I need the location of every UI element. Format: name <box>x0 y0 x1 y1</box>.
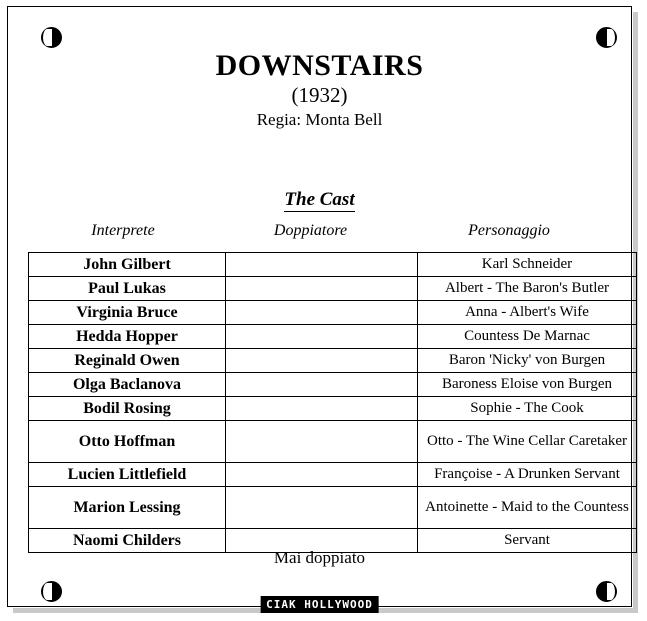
table-row <box>29 397 637 421</box>
cell-doppiatore <box>226 253 418 277</box>
cast-table <box>28 252 637 553</box>
cast-table-body <box>29 253 637 553</box>
cell-doppiatore <box>226 373 418 397</box>
cell-doppiatore <box>226 463 418 487</box>
cell-interprete: Virginia Bruce <box>29 301 226 325</box>
dubbing-note: Mai doppiato <box>273 548 366 567</box>
cell-interprete: Bodil Rosing <box>29 397 226 421</box>
cell-personaggio: Françoise - A Drunken Servant <box>418 463 637 487</box>
column-header-personaggio: Personaggio <box>468 222 550 239</box>
cell-doppiatore <box>226 301 418 325</box>
binder-rivet-bottom-left-icon <box>41 581 62 602</box>
table-row <box>29 373 637 397</box>
table-row <box>29 421 637 463</box>
ciak-hollywood-logo: CIAK HOLLYWOOD <box>260 596 379 613</box>
cell-personaggio: Baroness Eloise von Burgen <box>418 373 637 397</box>
cell-personaggio: Albert - The Baron's Butler <box>418 277 637 301</box>
table-row <box>29 487 637 529</box>
binder-rivet-bottom-right-icon <box>596 581 617 602</box>
column-header-interprete: Interprete <box>91 222 155 239</box>
cell-personaggio: Anna - Albert's Wife <box>418 301 637 325</box>
film-director: Regia: Monta Bell <box>256 110 383 129</box>
cast-section-heading <box>8 189 631 211</box>
cell-personaggio: Sophie - The Cook <box>418 397 637 421</box>
cell-interprete: Marion Lessing <box>29 487 226 529</box>
table-row <box>29 463 637 487</box>
table-row <box>29 253 637 277</box>
page-title: DOWNSTAIRS <box>215 49 424 82</box>
cell-interprete: Lucien Littlefield <box>29 463 226 487</box>
binder-rivet-top-right-icon <box>596 27 617 48</box>
cell-personaggio: Otto - The Wine Cellar Caretaker <box>418 421 637 463</box>
cell-personaggio: Countess De Marnac <box>418 325 637 349</box>
cell-interprete: Otto Hoffman <box>29 421 226 463</box>
column-header-doppiatore: Doppiatore <box>273 222 348 239</box>
cell-interprete: Hedda Hopper <box>29 325 226 349</box>
cell-doppiatore <box>226 421 418 463</box>
table-row <box>29 277 637 301</box>
binder-rivet-top-left-icon <box>41 27 62 48</box>
cell-interprete: Olga Baclanova <box>29 373 226 397</box>
cell-interprete: Naomi Childers <box>29 529 226 553</box>
cast-column-headers <box>28 222 615 240</box>
film-year: (1932) <box>291 83 348 107</box>
table-row <box>29 301 637 325</box>
table-row <box>29 325 637 349</box>
cell-personaggio: Servant <box>418 529 637 553</box>
cell-interprete: John Gilbert <box>29 253 226 277</box>
table-row <box>29 349 637 373</box>
cell-interprete: Reginald Owen <box>29 349 226 373</box>
cell-personaggio: Antoinette - Maid to the Countess <box>418 487 637 529</box>
cell-interprete: Paul Lukas <box>29 277 226 301</box>
cell-personaggio: Karl Schneider <box>418 253 637 277</box>
cast-section-heading-text: The Cast <box>284 189 355 210</box>
cell-personaggio: Baron 'Nicky' von Burgen <box>418 349 637 373</box>
cell-doppiatore <box>226 487 418 529</box>
cell-doppiatore <box>226 349 418 373</box>
document-sheet <box>7 6 632 611</box>
cell-doppiatore <box>226 397 418 421</box>
cell-doppiatore <box>226 277 418 301</box>
cell-doppiatore <box>226 325 418 349</box>
